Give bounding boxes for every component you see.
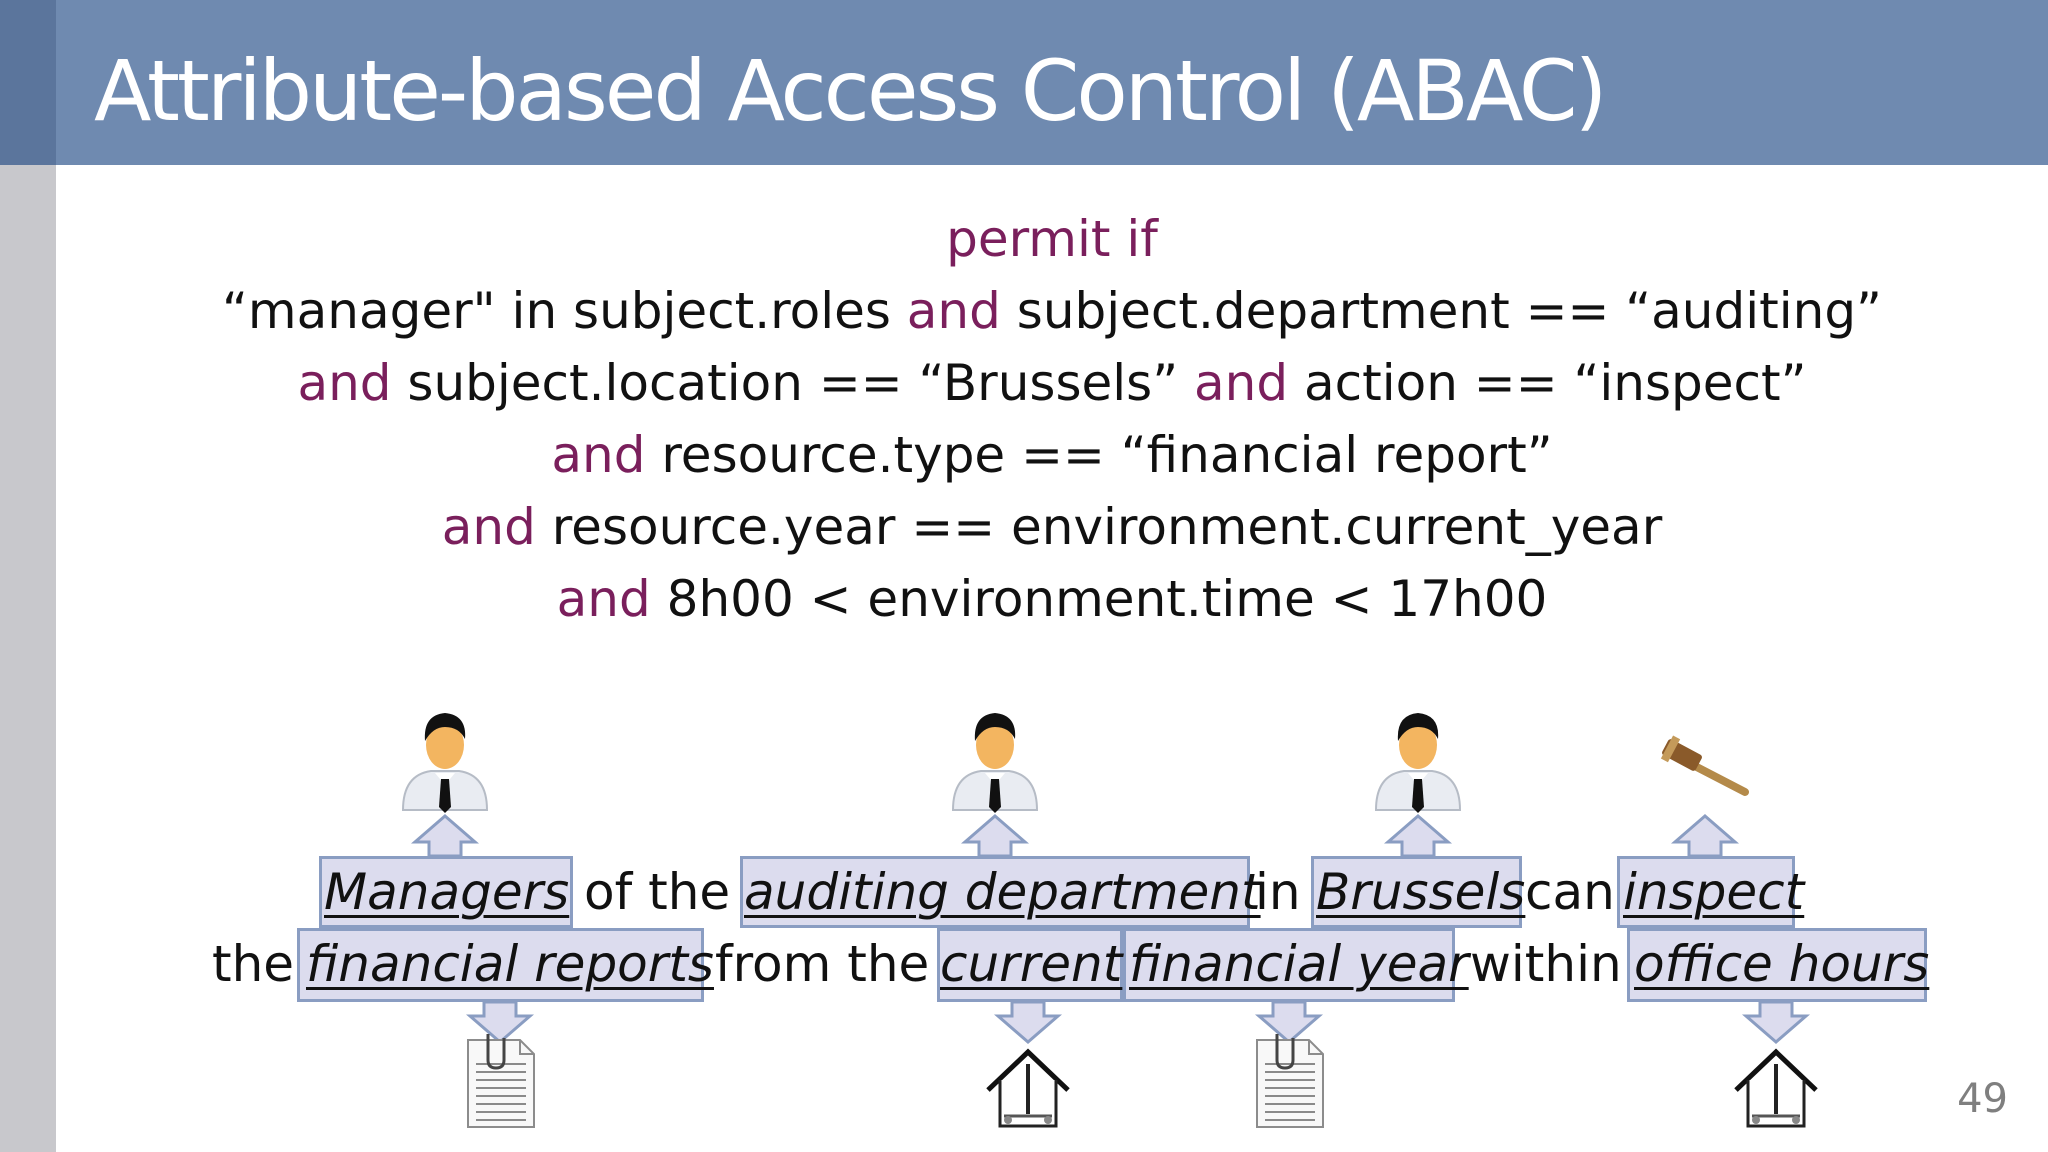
block-arrow-down-icon (998, 1002, 1058, 1042)
policy-header: permit if (946, 210, 1158, 268)
house-icon (1736, 1052, 1816, 1126)
policy-line-2-part-a: subject.location == “Brussels” (391, 354, 1195, 412)
term-brussels: Brussels (1316, 863, 1526, 921)
plain-within: within (1470, 935, 1622, 993)
term-financial-reports: financial reports (306, 935, 714, 993)
person-icon (953, 713, 1037, 813)
policy-line-1-part-a: “manager" in subject.roles (222, 282, 907, 340)
term-inspect: inspect (1623, 863, 1805, 921)
policy-line-1-part-b: subject.department == “auditing” (1000, 282, 1882, 340)
keyword-and: and (1194, 354, 1289, 412)
left-sidebar-accent (0, 0, 56, 165)
policy-line-2-part-b: action == “inspect” (1288, 354, 1807, 412)
person-icon (403, 713, 487, 813)
keyword-and: and (906, 282, 1001, 340)
block-arrow-down-icon (1746, 1002, 1806, 1042)
policy-line-3-part-a: resource.type == “financial report” (645, 426, 1553, 484)
plain-the: the (212, 935, 295, 993)
page-number: 49 (1957, 1076, 2008, 1122)
block-arrow-down-icon (470, 1002, 530, 1042)
block-arrow-up-icon (1388, 816, 1448, 856)
plain-can: can (1525, 863, 1615, 921)
term-office-hours: office hours (1634, 935, 1930, 993)
policy-line-4 (56, 497, 2048, 557)
block-arrow-up-icon (1675, 816, 1735, 856)
policy-line-3 (56, 425, 2048, 485)
policy-line-2 (56, 353, 2048, 413)
keyword-and: and (551, 426, 646, 484)
block-arrow-up-icon (415, 816, 475, 856)
plain-of-the: of the (584, 863, 731, 921)
keyword-and: and (297, 354, 392, 412)
plain-from-the: from the (715, 935, 930, 993)
plain-in: in (1255, 863, 1301, 921)
document-icon (468, 1034, 534, 1127)
term-managers: Managers (324, 863, 570, 921)
term-auditing-department: auditing department (744, 863, 1261, 921)
left-sidebar-strip (0, 0, 56, 1152)
policy-line-5-part-a: 8h00 < environment.time < 17h00 (650, 570, 1548, 628)
document-icon (1257, 1034, 1323, 1127)
keyword-and: and (556, 570, 651, 628)
term-current: current (940, 935, 1123, 993)
slide-title: Attribute-based Access Control (ABAC) (94, 42, 1605, 140)
policy-line-4-part-a: resource.year == environment.current_year (535, 498, 1663, 556)
house-icon (988, 1052, 1068, 1126)
term-financial-year: financial year (1129, 935, 1469, 993)
block-arrow-up-icon (965, 816, 1025, 856)
policy-line-5 (56, 569, 2048, 629)
keyword-and: and (441, 498, 536, 556)
gavel-icon (1661, 736, 1745, 792)
block-arrow-down-icon (1259, 1002, 1319, 1042)
person-icon (1376, 713, 1460, 813)
policy-line-1 (56, 281, 2048, 341)
